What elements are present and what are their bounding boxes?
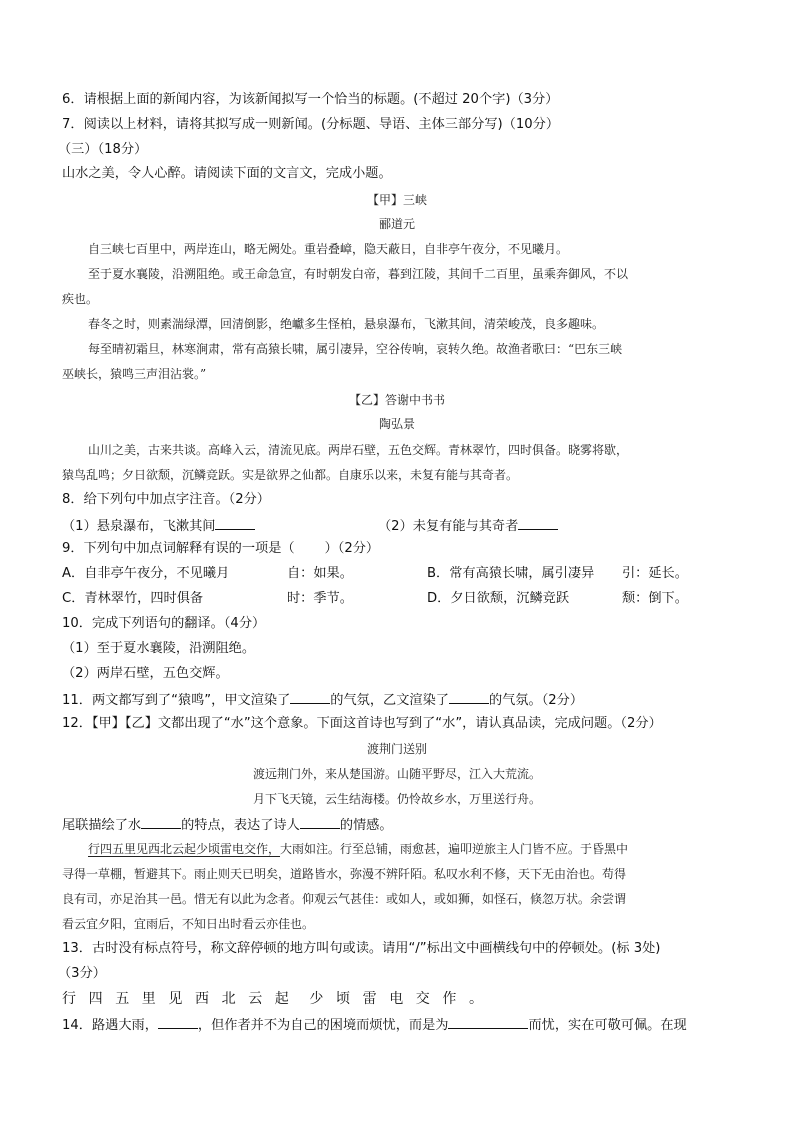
text-jia-paragraph-3: 春冬之时，则素湍绿潭，回清倒影，绝巘多生怪柏，悬泉瀑布，飞漱其间，清荣峻茂，良多趣味。 (88, 317, 605, 331)
reading-intro: 山水之美，令人心醉。请阅读下面的文言文，完成小题。 (62, 166, 392, 181)
passage-underlined-sentence: 行四五里见西北云起少顷雷电交作， (88, 842, 281, 856)
question-14-blank-2[interactable] (448, 1014, 528, 1029)
question-14-text-c: 而忧，实在可敬可佩。在现 (528, 1018, 687, 1033)
question-14-text-b: ，但作者并不为自己的困境而烦忧，而是为 (197, 1018, 449, 1033)
text-yi-paragraph-1: 山川之美，古来共谈。高峰入云，清流见底。两岸石壁，五色交辉。青林翠竹，四时俱备。晓雾将歇， (88, 443, 629, 457)
question-8-item-2 (378, 515, 558, 537)
question-12-prompt (62, 814, 393, 836)
question-9-stem (62, 539, 379, 559)
passage-line-2: 寻得一草棚，暂避其下。雨止则天已明矣，道路皆水，弥漫不辨阡陌。私叹水利不修，天下无由治也。苟得 (62, 867, 627, 881)
question-8-item-1 (62, 515, 382, 537)
question-10-item-1: （1）至于夏水襄陵，沿溯阻绝。 (62, 641, 256, 656)
question-10-item-2: （2）两岸石壁，五色交辉。 (62, 666, 229, 681)
question-9-option-b[interactable]: B．常有高猿长啸，属引凄异 (427, 566, 595, 581)
question-12-blank-2[interactable] (300, 814, 340, 829)
text-yi-paragraph-1-cont: 猿鸟乱鸣；夕日欲颓，沉鳞竞跃。实是欲界之仙都。自康乐以来，未复有能与其奇者。 (62, 468, 519, 482)
question-13-sentence-part-2: 少顷雷电交作。 (309, 991, 496, 1007)
section-3-heading: （三）（18分） (58, 142, 148, 157)
poem-title: 渡荆门送别 (366, 742, 427, 756)
question-6: 6．请根据上面的新闻内容，为该新闻拟写一个恰当的标题。(不超过 20个字)（3分） (62, 92, 559, 107)
text-jia-paragraph-2: 至于夏水襄陵，沿溯阻绝。或王命急宣，有时朝发白帝，暮到江陵，其间千二百里，虽乘奔御风，不以 (88, 267, 629, 281)
question-13-points: （3分） (58, 966, 106, 981)
question-9-option-a[interactable]: A．自非亭午夜分，不见曦月 (62, 566, 230, 581)
text-jia-title: 【甲】三峡 (366, 193, 427, 207)
question-8-item-1-text: （1）悬泉瀑布，飞漱其间 (62, 519, 216, 534)
question-12-text-b: 的特点，表达了诗人 (181, 818, 300, 833)
question-12-text-c: 的情感。 (339, 818, 393, 833)
text-yi-title: 【乙】答谢中书书 (348, 393, 445, 407)
question-9-option-d[interactable]: D．夕日欲颓，沉鳞竞跃 (427, 591, 570, 606)
text-jia-paragraph-1: 自三峡七百里中，两岸连山，略无阙处。重岩叠嶂，隐天蔽日，自非亭午夜分，不见曦月。 (88, 242, 569, 256)
question-13-sentence-part-1: 行四五里见西北云起 (62, 991, 302, 1007)
question-11-text-b: 的气氛，乙文渲染了 (330, 693, 449, 708)
question-8-item-1-blank[interactable] (215, 515, 255, 530)
poem-line-1: 渡远荆门外，来从楚国游。山随平野尽，江入大荒流。 (252, 767, 541, 781)
question-7: 7．阅读以上材料，请将其拟写成一则新闻。(分标题、导语、主体三部分写)（10分） (62, 117, 560, 132)
text-jia-paragraph-4-cont: 巫峡长，猿鸣三声泪沾裳。” (62, 367, 207, 381)
question-10-stem: 10．完成下列语句的翻译。（4分） (62, 616, 266, 631)
question-9-option-d-gloss: 颓：倒下。 (622, 591, 688, 606)
text-yi-author: 陶弘景 (378, 417, 415, 431)
question-12-blank-1[interactable] (141, 814, 181, 829)
question-12-stem: 12．【甲】【乙】文都出现了“水”这个意象。下面这首诗也写到了“水”，请认真品读，完成问题。（2分） (62, 716, 662, 731)
question-11 (62, 689, 583, 711)
question-11-text-a: 11．两文都写到了“猿鸣”，甲文渲染了 (62, 693, 291, 708)
passage-line-1-text: 大雨如注。行至总铺，雨愈甚，遍叩逆旅主人门皆不应。于昏黑中 (280, 842, 629, 856)
question-14-blank-1[interactable] (158, 1014, 198, 1029)
question-9-option-c-gloss: 时：季节。 (287, 591, 353, 606)
question-11-blank-1[interactable] (290, 689, 330, 704)
question-9-stem-points: ）（2分） (324, 541, 380, 556)
question-9-option-c[interactable]: C．青林翠竹，四时俱备 (62, 591, 204, 606)
text-jia-paragraph-2-cont: 疾也。 (62, 292, 99, 306)
question-11-blank-2[interactable] (449, 689, 489, 704)
question-9-option-a-gloss: 自：如果。 (287, 566, 353, 581)
question-13-stem: 13．古时没有标点符号，称文辞停顿的地方叫句或读。请用“/”标出文中画横线句中的停顿处。(标 3处) (62, 941, 661, 956)
text-jia-author: 郦道元 (378, 217, 415, 231)
question-12-text-a: 尾联描绘了水 (62, 818, 142, 833)
text-jia-paragraph-4: 每至晴初霜旦，林寒涧肃，常有高猿长啸，属引凄异，空谷传响，哀转久绝。故渔者歌曰：“巴东三峡 (88, 342, 623, 356)
passage-line-4: 看云宜夕阳，宜雨后，不知日出时看云亦佳也。 (62, 917, 315, 931)
question-8-item-2-text: （2）未复有能与其奇者 (378, 519, 519, 534)
passage-line-3: 良有司，亦足治其一邑。惜无有以此为念者。仰观云气甚佳：或如人，或如狮，如怪石，倏忽万状。余尝谓 (62, 892, 627, 906)
question-9-stem-text: 9．下列句中加点词解释有误的一项是（ (62, 541, 295, 556)
poem-line-2: 月下飞天镜，云生结海楼。仍怜故乡水，万里送行舟。 (252, 792, 541, 806)
passage-line-1 (88, 839, 628, 859)
question-11-text-c: 的气氛。（2分） (488, 693, 584, 708)
question-9-option-b-gloss: 引：延长。 (622, 566, 688, 581)
question-8-item-2-blank[interactable] (518, 515, 558, 530)
question-13-sentence[interactable] (62, 989, 496, 1009)
question-14-text-a: 14．路遇大雨， (62, 1018, 158, 1033)
question-14 (62, 1014, 687, 1036)
question-8-stem: 8．给下列句中加点字注音。（2分） (62, 492, 270, 507)
